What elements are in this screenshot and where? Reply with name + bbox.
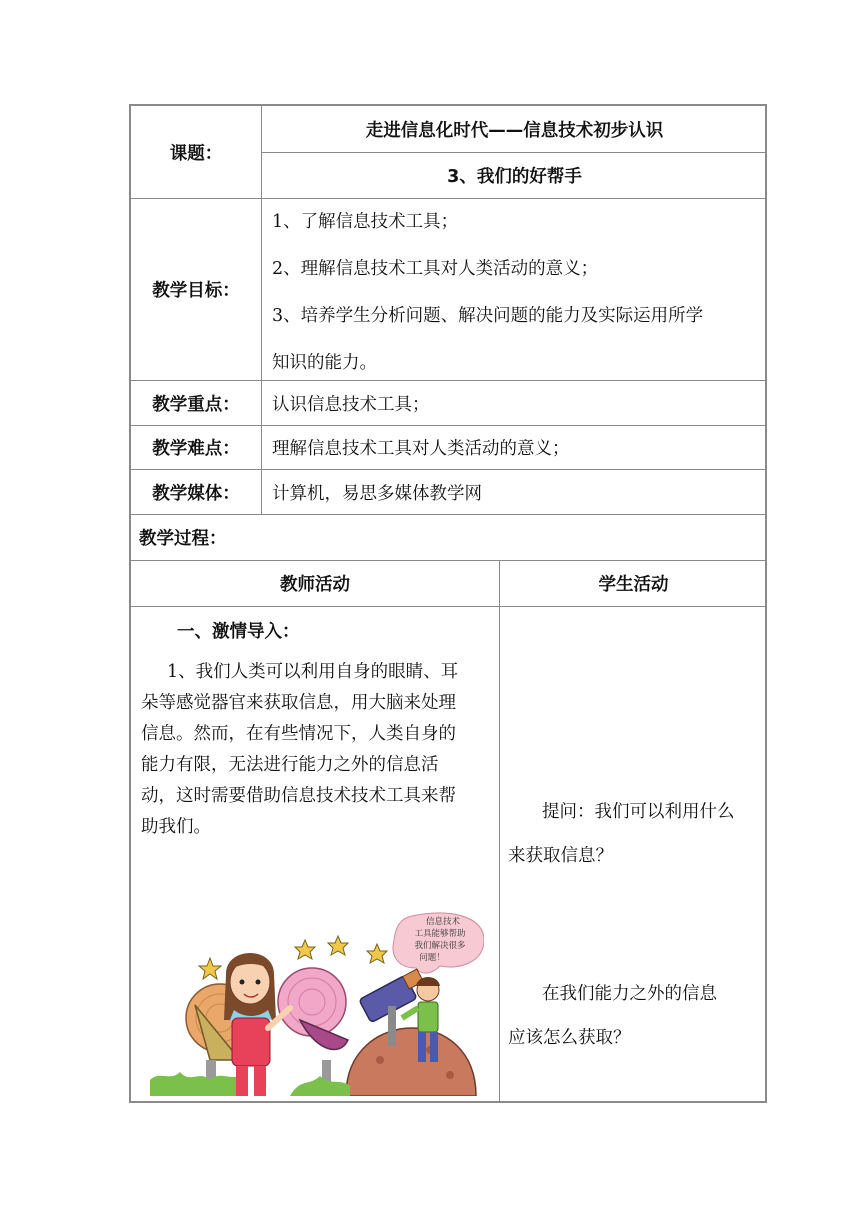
key-points-value: 认识信息技术工具；	[272, 394, 430, 415]
difficulty-label: 教学难点：	[152, 439, 240, 459]
speech-bubble-line: 工具能够帮助	[414, 929, 466, 939]
objective-item: 3、培养学生分析问题、解决问题的能力及实际运用所学	[272, 306, 704, 326]
student-question-1-line: 来获取信息？	[508, 846, 613, 866]
topic-label: 课题：	[169, 143, 223, 164]
objective-item: 知识的能力。	[272, 353, 377, 373]
objectives-label: 教学目标：	[152, 281, 240, 301]
student-question-2-line: 应该怎么获取？	[508, 1028, 631, 1048]
topic-title: 走进信息化时代——信息技术初步认识	[365, 120, 664, 141]
lesson-plan-table	[129, 104, 767, 1103]
media-label: 教学媒体：	[152, 483, 240, 504]
process-label: 教学过程：	[139, 529, 227, 549]
difficulty-value: 理解信息技术工具对人类活动的意义；	[272, 439, 570, 459]
section-title: 一、激情导入：	[177, 622, 300, 642]
teacher-activity-cell	[131, 607, 499, 1103]
teacher-activity-header: 教师活动	[280, 575, 350, 595]
teacher-text-line: 朵等感觉器官来获取信息，用大脑来处理	[141, 693, 456, 713]
student-question-2-line: 在我们能力之外的信息	[542, 984, 717, 1004]
teacher-text-line: 助我们。	[141, 817, 211, 837]
teacher-text-line: 信息。然而，在有些情况下，人类自身的	[141, 724, 456, 744]
speech-bubble-line: 信息技术	[425, 917, 461, 927]
teacher-text-line: 动，这时需要借助信息技术技术工具来帮	[141, 786, 456, 806]
media-value: 计算机，易思多媒体教学网	[272, 483, 482, 504]
objectives-list	[262, 199, 767, 380]
key-points-label: 教学重点：	[152, 394, 240, 415]
objective-item: 1、了解信息技术工具；	[272, 212, 459, 232]
objective-item: 2、理解信息技术工具对人类活动的意义；	[272, 259, 599, 279]
speech-bubble-line: 问题！	[419, 953, 445, 963]
student-question-1-line: 提问：我们可以利用什么	[542, 802, 735, 822]
speech-bubble-line: 我们解决很多	[414, 941, 466, 951]
student-activity-cell	[500, 607, 767, 1103]
teacher-text-line: 能力有限，无法进行能力之外的信息活	[141, 755, 439, 775]
student-activity-header: 学生活动	[598, 575, 669, 595]
cartoon-illustration	[150, 910, 484, 1096]
topic-subtitle: 3、我们的好帮手	[447, 167, 582, 187]
teacher-text-line: 1、我们人类可以利用自身的眼睛、耳	[167, 662, 459, 682]
